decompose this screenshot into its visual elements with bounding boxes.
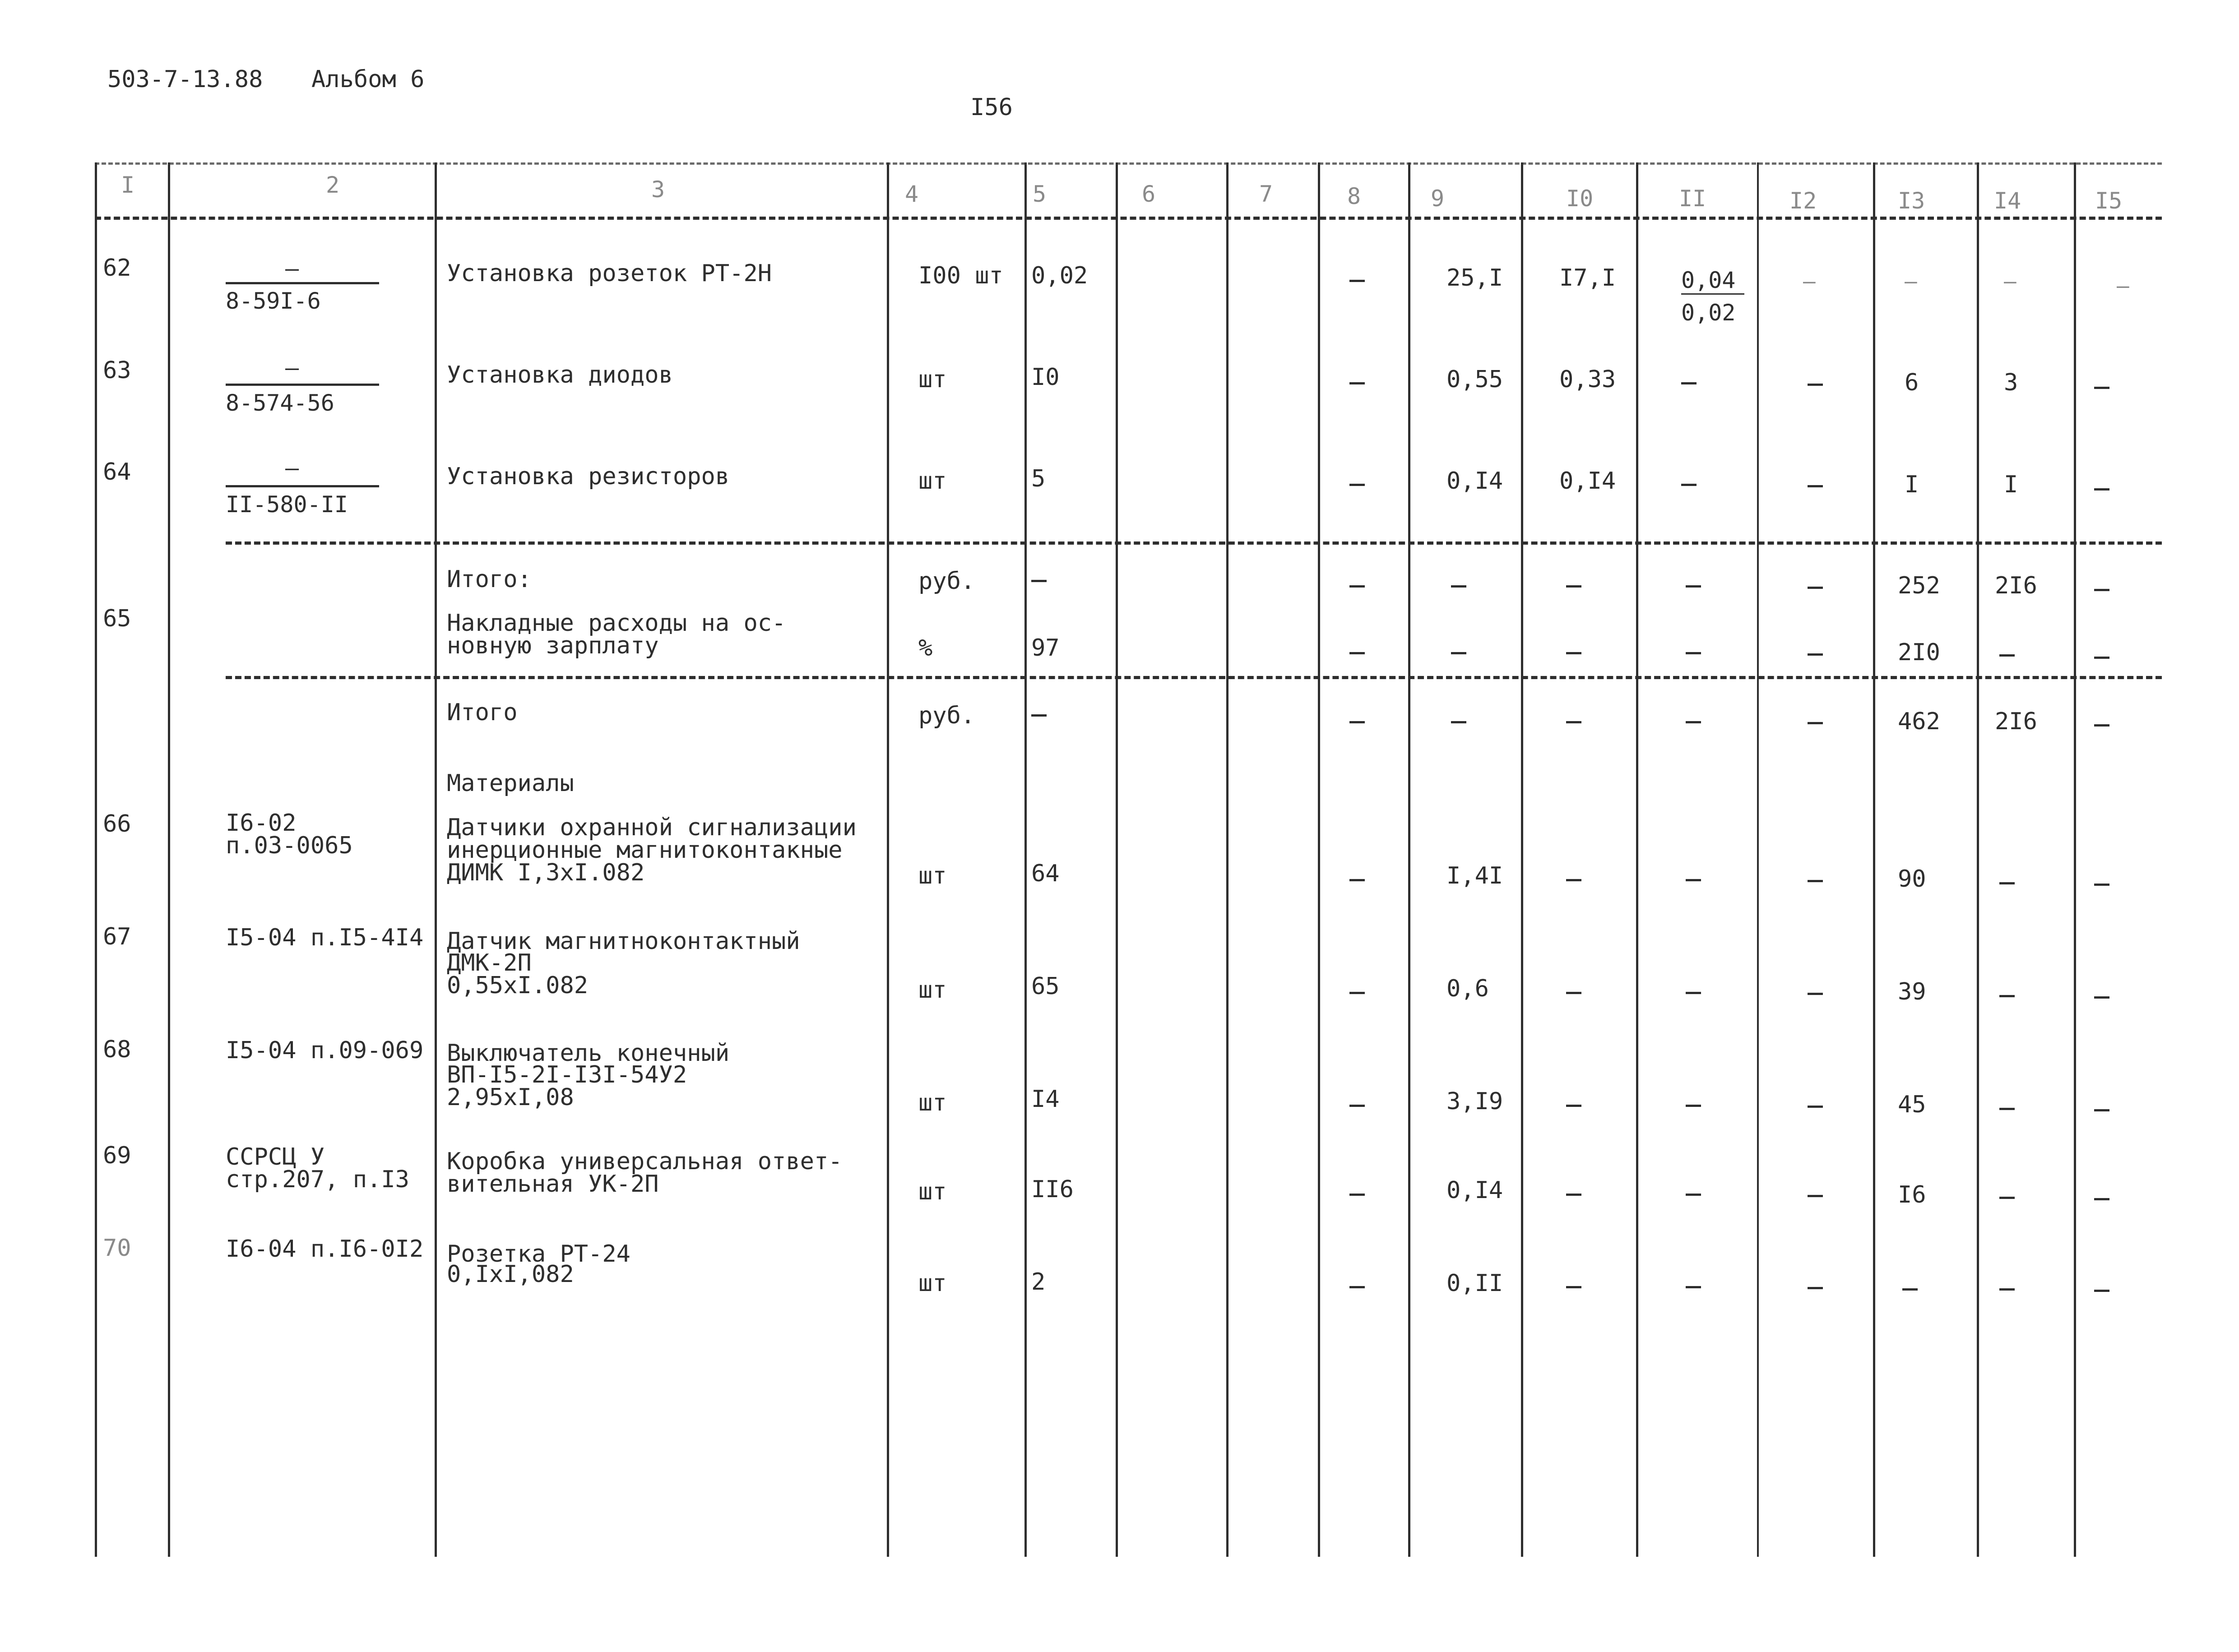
column-header: I5 bbox=[2095, 188, 2123, 214]
column-header: I3 bbox=[1898, 188, 1925, 214]
material-name: ДМК-2П bbox=[447, 949, 532, 976]
column-header: II bbox=[1679, 185, 1706, 212]
value: I bbox=[1905, 471, 1919, 498]
value: 3 bbox=[2004, 369, 2018, 396]
fraction-line bbox=[226, 485, 379, 487]
value bbox=[1451, 652, 1466, 654]
material-name: инерционные магнитоконтакные bbox=[447, 837, 843, 864]
value bbox=[1999, 1288, 2015, 1291]
fraction-line bbox=[226, 282, 379, 284]
work-name: Накладные расходы на ос- bbox=[447, 610, 786, 637]
column-border bbox=[1757, 162, 1759, 1557]
material-name: ВП-I5-2I-I3I-54У2 bbox=[447, 1061, 687, 1088]
value bbox=[1681, 484, 1697, 486]
row-number: 66 bbox=[103, 810, 131, 838]
value bbox=[1451, 721, 1466, 723]
material-name: Датчики охранной сигнализации bbox=[447, 814, 857, 841]
quantity: 5 bbox=[1031, 465, 1046, 492]
value bbox=[1686, 721, 1701, 723]
value bbox=[1349, 879, 1365, 881]
value bbox=[1031, 580, 1047, 582]
value bbox=[2094, 488, 2109, 491]
value bbox=[1686, 879, 1701, 881]
norm-code: п.03-0065 bbox=[226, 832, 353, 859]
value: 0,I4 bbox=[1559, 467, 1616, 495]
value bbox=[1686, 585, 1701, 588]
unit: шт bbox=[918, 366, 947, 393]
column-border bbox=[1116, 162, 1118, 1557]
norm-code: стр.207, п.I3 bbox=[226, 1166, 409, 1193]
page-number: I56 bbox=[970, 94, 1013, 121]
column-border bbox=[95, 162, 97, 1557]
column-border bbox=[1636, 162, 1638, 1557]
value: I bbox=[2004, 471, 2018, 498]
value bbox=[1349, 1105, 1365, 1107]
value bbox=[2094, 884, 2109, 886]
value bbox=[1566, 652, 1581, 654]
value bbox=[2094, 589, 2109, 591]
quantity: I4 bbox=[1031, 1086, 1060, 1113]
column-border bbox=[1408, 162, 1410, 1557]
column-border bbox=[1873, 162, 1875, 1557]
album-label: Альбом 6 bbox=[311, 66, 425, 93]
norm-code: 8-59I-6 bbox=[226, 288, 321, 314]
work-name: новную зарплату bbox=[447, 632, 659, 659]
value: 0,I4 bbox=[1446, 467, 1503, 495]
fraction-line bbox=[1681, 293, 1744, 295]
material-name: 0,IхI,082 bbox=[447, 1261, 574, 1288]
work-name: Установка розеток РТ-2Н bbox=[447, 260, 772, 287]
row-number: 68 bbox=[103, 1036, 131, 1063]
code-top: – bbox=[285, 455, 299, 481]
section-heading: Материалы bbox=[447, 770, 574, 797]
norm-code: I6-02 bbox=[226, 810, 297, 837]
row-number: 69 bbox=[103, 1142, 131, 1169]
value bbox=[1349, 1286, 1365, 1288]
value bbox=[1902, 1288, 1918, 1291]
norm-code: I6-04 п.I6-0I2 bbox=[226, 1236, 424, 1263]
value: – bbox=[2004, 269, 2016, 293]
value: 0,04 bbox=[1681, 267, 1736, 293]
norm-code: 8-574-56 bbox=[226, 390, 334, 416]
value bbox=[1349, 992, 1365, 994]
value: 6 bbox=[1905, 369, 1919, 396]
value bbox=[1999, 882, 2015, 884]
value: I7,I bbox=[1559, 264, 1616, 292]
header-separator bbox=[95, 217, 2162, 220]
value: I,4I bbox=[1446, 862, 1503, 889]
value: 45 bbox=[1898, 1091, 1926, 1118]
unit: руб. bbox=[918, 568, 975, 595]
unit: шт bbox=[918, 1270, 947, 1297]
value bbox=[1808, 587, 1823, 589]
column-header: 7 bbox=[1259, 181, 1273, 207]
material-name: ДИМК I,3хI.082 bbox=[447, 859, 645, 886]
norm-code: II-580-II bbox=[226, 491, 348, 518]
material-name: 2,95хI,08 bbox=[447, 1084, 574, 1111]
value bbox=[2094, 1198, 2109, 1200]
value: 2I6 bbox=[1995, 572, 2037, 599]
column-header: 4 bbox=[905, 181, 919, 207]
value bbox=[1566, 879, 1581, 881]
value bbox=[1808, 485, 1823, 487]
row-number: 64 bbox=[103, 458, 131, 486]
dash bbox=[1349, 382, 1365, 384]
value: 2I6 bbox=[1995, 708, 2037, 735]
column-header: 8 bbox=[1347, 183, 1361, 209]
value: – bbox=[1905, 269, 1917, 293]
value bbox=[1808, 880, 1823, 882]
value: 0,II bbox=[1446, 1270, 1503, 1297]
value bbox=[1686, 1105, 1701, 1107]
unit: I00 шт bbox=[918, 262, 1003, 289]
total-label: Итого bbox=[447, 699, 518, 726]
value: – bbox=[1803, 269, 1816, 293]
value bbox=[1808, 1106, 1823, 1108]
quantity: 2 bbox=[1031, 1268, 1046, 1296]
column-border bbox=[1226, 162, 1228, 1557]
row-number: 65 bbox=[103, 605, 131, 632]
value: 2I0 bbox=[1898, 639, 1940, 666]
column-border bbox=[168, 162, 170, 1557]
value bbox=[1566, 585, 1581, 588]
value bbox=[2094, 1109, 2109, 1111]
column-border bbox=[1318, 162, 1320, 1557]
material-name: вительная УК-2П bbox=[447, 1171, 659, 1198]
quantity: 65 bbox=[1031, 973, 1060, 1000]
norm-code: I5-04 п.09-069 bbox=[226, 1037, 424, 1064]
unit: шт bbox=[918, 1089, 947, 1116]
unit: шт bbox=[918, 1178, 947, 1205]
quantity: II6 bbox=[1031, 1176, 1074, 1203]
column-header: 2 bbox=[326, 172, 340, 198]
value bbox=[2094, 657, 2109, 659]
fraction-line bbox=[226, 384, 379, 386]
column-header: 9 bbox=[1431, 185, 1445, 212]
value: – bbox=[2117, 273, 2129, 298]
column-border bbox=[1521, 162, 1523, 1557]
value bbox=[1808, 384, 1823, 386]
unit: шт bbox=[918, 467, 947, 495]
value: 0,6 bbox=[1446, 975, 1489, 1002]
subtotal-label: Итого: bbox=[447, 566, 532, 593]
row-number: 63 bbox=[103, 357, 131, 384]
row-number: 70 bbox=[103, 1235, 131, 1262]
unit: шт bbox=[918, 976, 947, 1004]
norm-code: I5-04 п.I5-4I4 bbox=[226, 924, 424, 951]
material-name: Коробка универсальная ответ- bbox=[447, 1148, 843, 1175]
column-header: I0 bbox=[1566, 185, 1594, 212]
value: 3,I9 bbox=[1446, 1088, 1503, 1115]
value bbox=[2094, 1290, 2109, 1292]
value bbox=[1566, 1105, 1581, 1107]
material-name: Выключатель конечный bbox=[447, 1040, 730, 1067]
value bbox=[1451, 585, 1466, 588]
quantity: 97 bbox=[1031, 634, 1060, 662]
code-top: – bbox=[285, 255, 299, 282]
unit: шт bbox=[918, 862, 947, 889]
value bbox=[2094, 724, 2109, 727]
column-header: I2 bbox=[1789, 188, 1817, 214]
quantity: 64 bbox=[1031, 860, 1060, 887]
value bbox=[1349, 1194, 1365, 1196]
value: I6 bbox=[1898, 1181, 1926, 1208]
column-border bbox=[887, 162, 889, 1557]
column-header: I bbox=[121, 172, 135, 198]
value: 252 bbox=[1898, 572, 1940, 599]
value bbox=[1999, 1197, 2015, 1199]
work-name: Установка диодов bbox=[447, 361, 673, 389]
column-border bbox=[435, 162, 437, 1557]
value bbox=[1686, 992, 1701, 994]
value: 39 bbox=[1898, 978, 1926, 1005]
column-border bbox=[1024, 162, 1027, 1557]
value: 0,33 bbox=[1559, 366, 1616, 393]
value bbox=[1031, 714, 1047, 717]
section-separator bbox=[226, 541, 2162, 545]
value bbox=[1686, 652, 1701, 654]
value bbox=[2094, 387, 2109, 389]
value bbox=[1349, 652, 1365, 654]
unit: % bbox=[918, 634, 933, 662]
value: 25,I bbox=[1446, 264, 1503, 292]
value bbox=[1566, 992, 1581, 994]
doc-code: 503-7-13.88 bbox=[107, 66, 263, 93]
material-name: Розетка РТ-24 bbox=[447, 1240, 630, 1268]
row-number: 67 bbox=[103, 923, 131, 950]
column-header: 6 bbox=[1142, 181, 1156, 207]
value bbox=[1566, 721, 1581, 723]
value bbox=[2094, 996, 2109, 999]
row-number: 62 bbox=[103, 255, 131, 282]
value bbox=[1808, 1195, 1823, 1197]
dash bbox=[1349, 280, 1365, 282]
section-separator bbox=[226, 676, 2162, 679]
quantity: 0,02 bbox=[1031, 262, 1088, 289]
value: 0,55 bbox=[1446, 366, 1503, 393]
column-border bbox=[2074, 162, 2076, 1557]
value bbox=[1686, 1194, 1701, 1196]
unit: руб. bbox=[918, 702, 975, 729]
material-name: 0,55хI.082 bbox=[447, 972, 589, 999]
value bbox=[1349, 585, 1365, 588]
value bbox=[1999, 995, 2015, 997]
value bbox=[1681, 382, 1697, 384]
value: 0,02 bbox=[1681, 300, 1736, 326]
value: 462 bbox=[1898, 708, 1940, 735]
value bbox=[1808, 653, 1823, 656]
table-top-border bbox=[95, 162, 2162, 165]
value bbox=[1808, 993, 1823, 995]
quantity: I0 bbox=[1031, 364, 1060, 391]
value bbox=[1566, 1286, 1581, 1288]
value bbox=[1808, 722, 1823, 724]
norm-code: ССРСЦ У bbox=[226, 1143, 325, 1171]
value bbox=[1999, 654, 2015, 657]
column-header: 3 bbox=[651, 176, 665, 203]
code-top: – bbox=[285, 355, 299, 381]
column-border bbox=[1977, 162, 1979, 1557]
value bbox=[1808, 1287, 1823, 1289]
value bbox=[1349, 721, 1365, 723]
column-header: I4 bbox=[1994, 188, 2021, 214]
value bbox=[1999, 1108, 2015, 1110]
column-header: 5 bbox=[1033, 181, 1047, 207]
value: 90 bbox=[1898, 865, 1926, 893]
material-name: Датчик магнитноконтактный bbox=[447, 928, 800, 955]
value bbox=[1566, 1194, 1581, 1196]
dash bbox=[1349, 484, 1365, 486]
value bbox=[1686, 1286, 1701, 1288]
work-name: Установка резисторов bbox=[447, 463, 730, 490]
value: 0,I4 bbox=[1446, 1177, 1503, 1204]
